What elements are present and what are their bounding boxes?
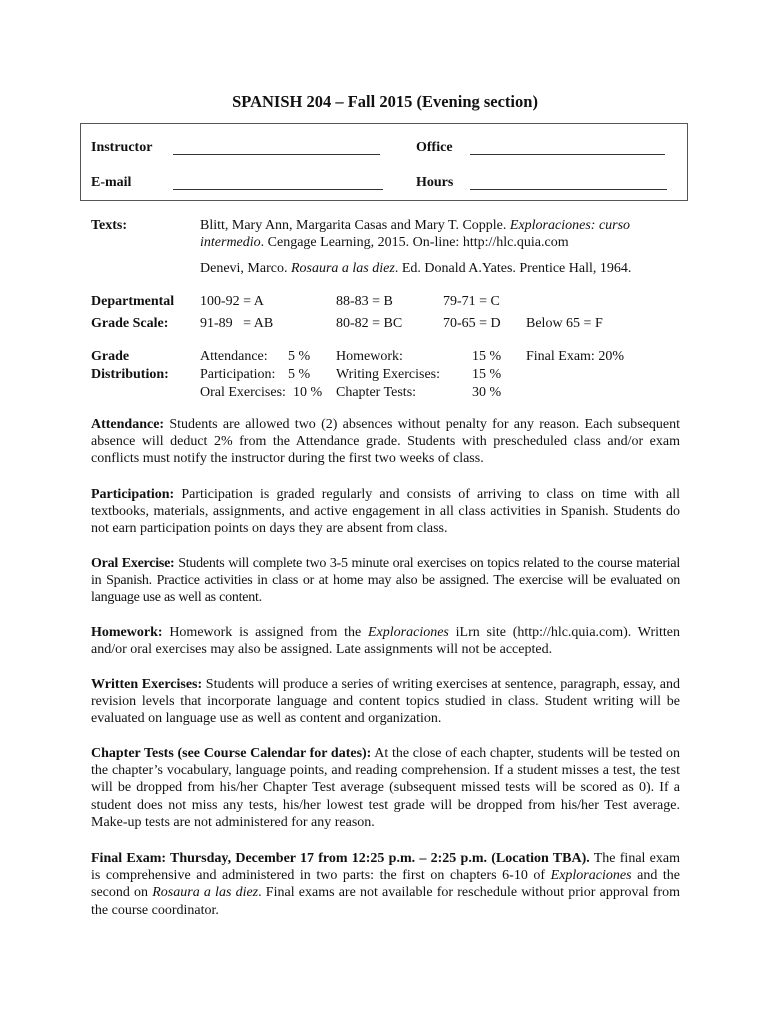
final-book-2: Rosaura a las diez [152,885,259,901]
grade-scale-d: 70-65 = D [443,316,501,331]
participation-text: Participation is graded regularly and consists of arriving to class on time with all textbooks, materials, assignments, and active engagement in all class activities in Spanish. Students do not earn participation points on days they are absent from class. [91,487,680,537]
grade-scale-f: Below 65 = F [526,316,603,331]
texts-label: Texts: [91,218,128,233]
dist-attendance-pct: 5 % [288,349,311,364]
instructor-blank[interactable] [173,154,380,155]
book2-title: Rosaura a las diez [290,261,395,276]
email-label: E-mail [91,175,132,190]
chapter-tests-policy [91,745,680,831]
tests-heading: Chapter Tests (see Course Calendar for dates): [91,746,372,761]
dist-tests: Chapter Tests: [336,385,417,400]
written-exercises-policy [91,676,680,728]
grade-scale-ab: 91-89 = AB [200,316,274,331]
dist-tests-pct: 30 % [472,385,502,400]
final-exam-policy [91,850,680,919]
textbook-entry-1 [200,217,680,251]
grade-dist-label-2: Distribution: [91,367,169,382]
grade-dist-label-1: Grade [91,349,130,364]
oral-exercise-policy [91,555,680,607]
grade-scale-a: 100-92 = A [200,294,264,309]
office-blank[interactable] [470,154,665,155]
dist-oral: Oral Exercises: [200,385,286,400]
dist-homework-pct: 15 % [472,349,502,364]
final-text-a: The final exam is comprehensive and administered in two parts: the first on chapters 6-10 of [91,851,680,884]
homework-text-a: Homework is assigned from the [169,625,362,640]
book1-title-b: intermedio [200,235,261,250]
dist-participation-pct: 5 % [288,367,311,382]
page-title: SPANISH 204 – Fall 2015 (Evening section) [232,92,538,111]
grade-scale-c: 79-71 = C [443,294,500,309]
final-text-b: and the second on [91,868,680,901]
homework-heading: Homework: [91,625,163,640]
instructor-label: Instructor [91,140,153,155]
oral-text: Students will complete two 3-5 minute oral exercises on topics related to the course material in Spanish. Practice activities in class or at home may also be assigned. The exercise will be evaluated on language use as well as content. [91,556,680,606]
homework-policy [91,624,680,658]
dist-attendance: Attendance: [200,349,268,364]
hours-label: Hours [416,175,454,190]
attendance-heading: Attendance: [91,417,165,432]
book1-title-a: Exploraciones: curso [509,218,631,233]
book2-publisher: . Ed. Donald A.Yates. Prentice Hall, 1964. [394,261,632,276]
email-blank[interactable] [173,189,383,190]
grade-scale-label-2: Grade Scale: [91,316,169,331]
homework-book-title: Exploraciones [368,625,449,640]
final-heading: Final Exam: Thursday, December 17 from 12:25 p.m. – 2:25 p.m. (Location TBA). [91,851,590,866]
grade-scale-bc: 80-82 = BC [336,316,403,331]
office-label: Office [416,140,453,155]
participation-heading: Participation: [91,487,175,502]
attendance-policy [91,416,680,468]
dist-writing: Writing Exercises: [336,367,441,382]
written-heading: Written Exercises: [91,677,203,692]
dist-writing-pct: 15 % [472,367,502,382]
textbook-entry-2 [200,260,680,277]
written-text: Students will produce a series of writing exercises at sentence, paragraph, essay, and revision levels that incorporate language and content topics studied in class. Student writing will be evaluated on language use as well as content and organization. [91,677,680,727]
dist-oral-pct: 10 % [293,385,323,400]
book2-author: Denevi, Marco. [200,261,288,276]
homework-text-b: iLrn site (http://hlc.quia.com). Written and/or oral exercises may also be assigned. Late assignments will not be accepted. [91,625,681,658]
attendance-text: Students are allowed two (2) absences without penalty for any reason. Each subsequent absence will deduct 2% from the Attendance grade. Students with prescheduled class and/or exam conflicts must notify the instructor during the first two weeks of class. [91,417,681,467]
tests-text: At the close of each chapter, students will be tested on the chapter’s vocabulary, language points, and reading comprehension. If a student misses a test, the test will be dropped from his/her Chapter Test average (subsequent missed tests will be scored as 0). If a student does not miss any tests, his/her lowest test grade will be dropped from his/her Test average. Make-up tests are not administered for any reason. [91,746,680,830]
hours-blank[interactable] [470,189,667,190]
dist-homework: Homework: [336,349,403,364]
grade-scale-b: 88-83 = B [336,294,393,309]
final-book-1: Exploraciones [550,868,632,884]
dist-participation: Participation: [200,367,276,382]
oral-heading: Oral Exercise: [91,556,175,571]
dist-final-exam: Final Exam: 20% [526,349,624,364]
book1-publisher: . Cengage Learning, 2015. On-line: http://hlc.quia.com [260,235,569,250]
grade-scale-label-1: Departmental [91,294,175,309]
participation-policy [91,486,680,538]
final-text-c: . Final exams are not available for reschedule without prior approval from the course coordinator. [91,885,680,918]
book1-authors: Blitt, Mary Ann, Margarita Casas and Mary T. Copple. [200,218,507,233]
